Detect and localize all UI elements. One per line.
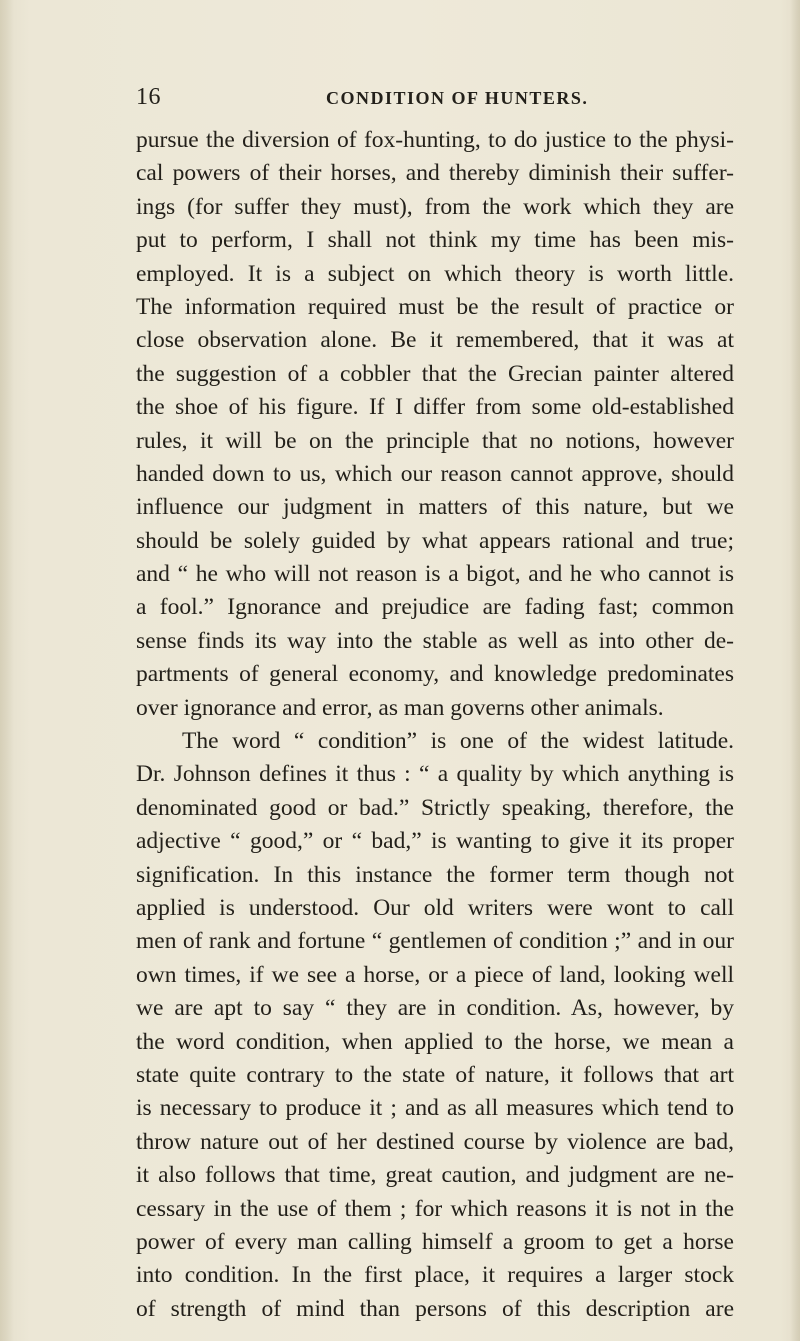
text-line: signification. In this instance the former term though not — [136, 861, 734, 888]
text-line: rules, it will be on the principle that no notions, however — [136, 427, 734, 454]
text-line: the word condition, when applied to the horse, we mean a — [136, 1028, 734, 1055]
page-number: 16 — [136, 84, 161, 110]
text-line: denominated good or bad.” Strictly speaking, therefore, the — [136, 794, 734, 821]
text-line: cal powers of their horses, and thereby diminish their suffer- — [136, 160, 734, 187]
text-line: pursue the diversion of fox-hunting, to do justice to the physi- — [136, 127, 734, 153]
text-line: the suggestion of a cobbler that the Grecian painter altered — [136, 360, 734, 387]
text-line: into condition. In the first place, it requires a larger stock — [136, 1262, 734, 1289]
text-line: state quite contrary to the state of nature, it follows that art — [136, 1061, 734, 1088]
text-line: applied is understood. Our old writers were wont to call — [136, 894, 734, 921]
page-edge-right — [790, 0, 800, 1341]
text-line: we are apt to say “ they are in condition. As, however, by — [136, 995, 734, 1022]
text-line: own times, if we see a horse, or a piece of land, looking well — [136, 961, 734, 988]
text-line: ings (for suffer they must), from the work which they are — [136, 193, 734, 220]
text-line: a fool.” Ignorance and prejudice are fading fast; common — [136, 594, 734, 621]
text-line: The information required must be the result of practice or — [136, 293, 734, 320]
text-line: throw nature out of her destined course by violence are bad, — [136, 1128, 734, 1155]
text-line: should be solely guided by what appears rational and true; — [136, 527, 734, 554]
text-line: power of every man calling himself a groom to get a horse — [136, 1228, 734, 1255]
text-line: the shoe of his figure. If I differ from some old-established — [136, 394, 734, 421]
text-line: employed. It is a subject on which theory is worth little. — [136, 260, 734, 287]
text-line: partments of general economy, and knowledge predominates — [136, 661, 734, 688]
text-line: The word “ condition” is one of the widest latitude. — [182, 728, 734, 755]
text-line: men of rank and fortune “ gentlemen of condition ;” and in our — [136, 928, 734, 955]
text-line: and “ he who will not reason is a bigot, and he who cannot is — [136, 561, 734, 588]
text-line: over ignorance and error, as man governs other animals. — [136, 694, 664, 721]
text-line: of strength of mind than persons of this description are — [136, 1295, 734, 1322]
text-line: is necessary to produce it ; and as all measures which tend to — [136, 1095, 734, 1122]
running-title: CONDITION OF HUNTERS. — [326, 88, 589, 108]
text-line: sense finds its way into the stable as well as into other de- — [136, 627, 734, 654]
page-header — [136, 84, 734, 114]
text-line: put to perform, I shall not think my time has been mis- — [136, 227, 734, 254]
page-edge-left — [0, 0, 14, 1341]
body-text — [136, 124, 734, 1326]
text-line: it also follows that time, great caution, and judgment are ne- — [136, 1162, 734, 1189]
text-line: cessary in the use of them ; for which reasons it is not in the — [136, 1195, 734, 1222]
text-line: handed down to us, which our reason cannot approve, should — [136, 460, 734, 487]
text-line: adjective “ good,” or “ bad,” is wanting to give it its proper — [136, 828, 734, 855]
text-line: influence our judgment in matters of this nature, but we — [136, 494, 734, 521]
text-line: close observation alone. Be it remembered, that it was at — [136, 327, 734, 354]
text-line: Dr. Johnson defines it thus : “ a quality by which anything is — [136, 761, 734, 788]
